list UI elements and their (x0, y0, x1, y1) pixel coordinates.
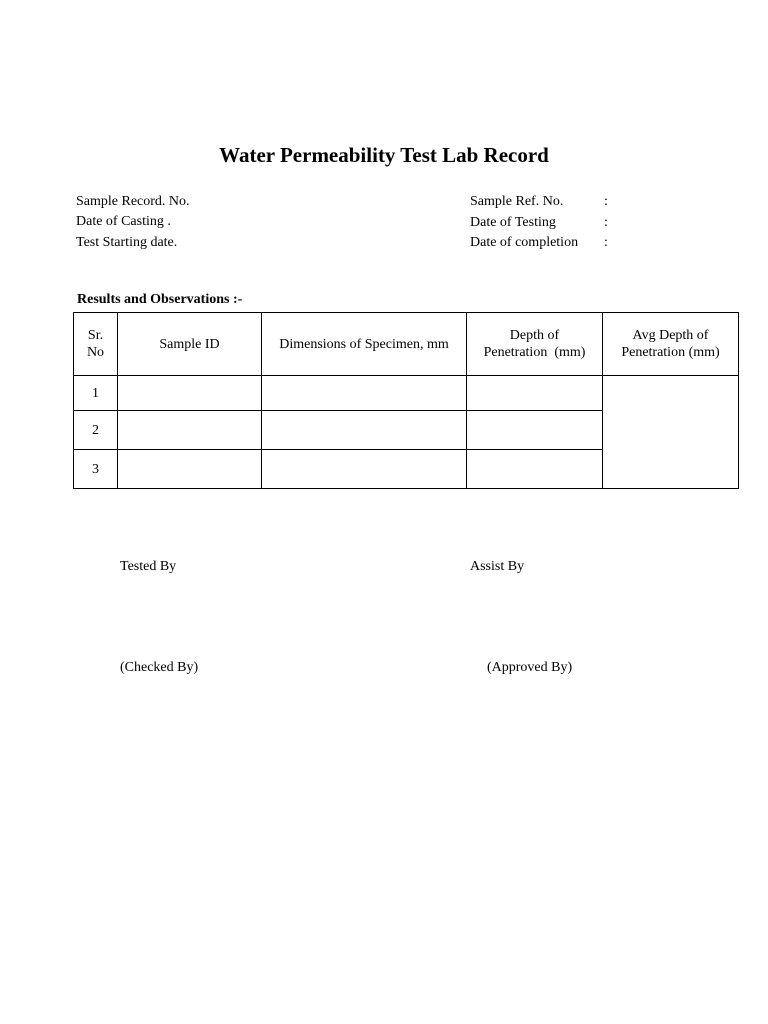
assist-by-label: Assist By (470, 559, 525, 574)
cell-sr-no: 1 (74, 376, 118, 411)
date-of-casting-label: Date of Casting . (76, 214, 171, 229)
cell-depth[interactable] (467, 411, 603, 450)
header-depth-line2: Penetration (mm) (483, 345, 586, 360)
approved-by-label: (Approved By) (487, 660, 573, 675)
tested-by-label: Tested By (120, 559, 177, 574)
header-dimensions: Dimensions of Specimen, mm (262, 313, 467, 376)
date-of-testing-label: Date of Testing (470, 215, 556, 230)
cell-depth[interactable] (467, 376, 603, 411)
table-row (74, 376, 739, 411)
sample-ref-no-separator: : (604, 194, 608, 209)
cell-sample-id[interactable] (118, 450, 262, 489)
cell-sr-no: 3 (74, 450, 118, 489)
header-avg-depth-line2: Penetration (mm) (621, 345, 720, 360)
header-avg-depth-line1: Avg Depth of (632, 328, 709, 343)
cell-sample-id[interactable] (118, 411, 262, 450)
sample-ref-no-label: Sample Ref. No. (470, 194, 564, 209)
results-heading: Results and Observations :- (77, 292, 243, 307)
test-starting-date-label: Test Starting date. (76, 235, 178, 250)
observations-table (73, 312, 739, 489)
checked-by-label: (Checked By) (120, 660, 199, 675)
header-depth-line1: Depth of (509, 328, 560, 343)
cell-dimensions[interactable] (262, 450, 467, 489)
cell-sr-no: 2 (74, 411, 118, 450)
document-title: Water Permeability Test Lab Record (219, 143, 549, 167)
cell-dimensions[interactable] (262, 376, 467, 411)
date-of-testing-separator: : (604, 215, 608, 230)
header-depth-of-penetration (467, 313, 603, 376)
date-of-completion-separator: : (604, 235, 608, 250)
date-of-completion-label: Date of completion (470, 235, 579, 250)
cell-sample-id[interactable] (118, 376, 262, 411)
cell-dimensions[interactable] (262, 411, 467, 450)
sample-record-no-label: Sample Record. No. (76, 194, 190, 209)
cell-depth[interactable] (467, 450, 603, 489)
header-avg-depth (603, 313, 739, 376)
header-sr-no-line2: No (86, 345, 105, 360)
table-header-row (74, 313, 739, 376)
header-sample-id: Sample ID (118, 313, 262, 376)
header-sr-no-line1: Sr. (87, 328, 104, 343)
header-sr-no (74, 313, 118, 376)
cell-avg-depth[interactable] (603, 376, 739, 489)
